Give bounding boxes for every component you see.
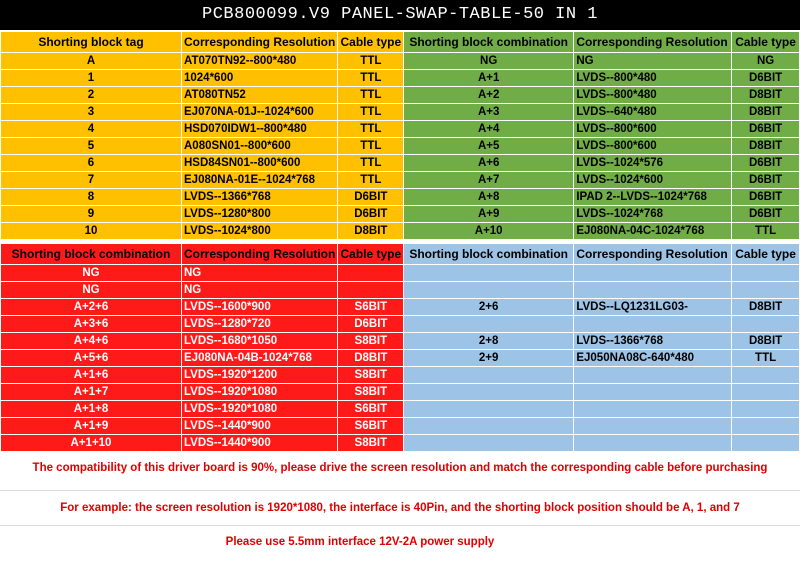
shorting-block-cell: 1 — [1, 70, 182, 87]
cable-type-cell — [732, 401, 800, 418]
table-row — [404, 367, 800, 384]
resolution-cell: IPAD 2--LVDS--1024*768 — [574, 189, 732, 206]
column-header: Cable type — [338, 32, 404, 53]
table-header-row — [1, 32, 404, 53]
cable-type-cell: TTL — [338, 104, 404, 121]
table-header-row — [404, 244, 800, 265]
resolution-cell: LVDS--800*600 — [574, 121, 732, 138]
column-header: Corresponding Resolution — [574, 32, 732, 53]
resolution-cell: LVDS--1600*900 — [182, 299, 338, 316]
cable-type-cell: TTL — [338, 87, 404, 104]
shorting-block-cell: 2+8 — [404, 333, 574, 350]
table-row — [404, 384, 800, 401]
resolution-cell: AT070TN92--800*480 — [182, 53, 338, 70]
cable-type-cell: S6BIT — [338, 418, 404, 435]
cable-type-cell: TTL — [338, 155, 404, 172]
table-row — [404, 155, 800, 172]
cable-type-cell: D8BIT — [732, 138, 800, 155]
compatibility-note: The compatibility of this driver board is 90%, please drive the screen resolution and match the corresponding cable before purchasing — [32, 462, 768, 474]
shorting-block-cell: A+2+6 — [1, 299, 182, 316]
resolution-cell: LVDS--LQ1231LG03- — [574, 299, 732, 316]
resolution-cell: LVDS--1024*768 — [574, 206, 732, 223]
cable-type-cell — [732, 265, 800, 282]
shorting-block-cell: A+1 — [404, 70, 574, 87]
cable-type-cell: D8BIT — [732, 333, 800, 350]
cable-type-cell: D6BIT — [338, 316, 404, 333]
cable-type-cell — [732, 367, 800, 384]
shorting-block-cell: A+4 — [404, 121, 574, 138]
resolution-cell — [574, 265, 732, 282]
shorting-block-cell: A+1+6 — [1, 367, 182, 384]
resolution-cell: LVDS--1280*720 — [182, 316, 338, 333]
table-row — [404, 282, 800, 299]
shorting-block-cell: A+5+6 — [1, 350, 182, 367]
table-row — [1, 282, 404, 299]
table-row — [404, 333, 800, 350]
column-header: Corresponding Resolution — [182, 32, 338, 53]
resolution-cell: LVDS--1440*900 — [182, 418, 338, 435]
shorting-block-cell: NG — [1, 282, 182, 299]
column-header: Shorting block tag — [1, 32, 182, 53]
shorting-block-cell: A+3 — [404, 104, 574, 121]
example-note: For example: the screen resolution is 1920*1080, the interface is 40Pin, and the shorting block position should be A, 1, and 7 — [60, 502, 740, 514]
resolution-cell: LVDS--1280*800 — [182, 206, 338, 223]
shorting-block-cell: 2+6 — [404, 299, 574, 316]
table-row — [1, 87, 404, 104]
cable-type-cell: NG — [732, 53, 800, 70]
column-header: Corresponding Resolution — [182, 244, 338, 265]
resolution-cell — [574, 316, 732, 333]
resolution-cell: LVDS--800*480 — [574, 87, 732, 104]
cable-type-cell: D8BIT — [338, 223, 404, 240]
shorting-block-cell: A+6 — [404, 155, 574, 172]
column-header: Cable type — [338, 244, 404, 265]
table-row — [1, 333, 404, 350]
table-row — [1, 223, 404, 240]
cable-type-cell: D6BIT — [338, 206, 404, 223]
table-row — [404, 206, 800, 223]
table-row — [1, 206, 404, 223]
table-row — [404, 401, 800, 418]
table-row — [404, 121, 800, 138]
cable-type-cell — [732, 384, 800, 401]
table-row — [1, 189, 404, 206]
cable-type-cell — [338, 265, 404, 282]
table-row — [1, 299, 404, 316]
cable-type-cell: D6BIT — [732, 189, 800, 206]
shorting-block-cell — [404, 435, 574, 452]
resolution-cell: LVDS--800*600 — [574, 138, 732, 155]
shorting-block-cell: 5 — [1, 138, 182, 155]
shorting-block-cell: 10 — [1, 223, 182, 240]
resolution-cell: LVDS--1680*1050 — [182, 333, 338, 350]
table-row — [1, 138, 404, 155]
table-row — [404, 265, 800, 282]
resolution-cell: NG — [182, 265, 338, 282]
table-row — [404, 70, 800, 87]
resolution-cell: A080SN01--800*600 — [182, 138, 338, 155]
cable-type-cell: TTL — [338, 138, 404, 155]
resolution-cell: HSD84SN01--800*600 — [182, 155, 338, 172]
shorting-block-cell: 8 — [1, 189, 182, 206]
shorting-block-cell: 2 — [1, 87, 182, 104]
table-row — [404, 172, 800, 189]
shorting-block-cell: NG — [1, 265, 182, 282]
cable-type-cell: D6BIT — [732, 172, 800, 189]
resolution-cell: EJ070NA-01J--1024*600 — [182, 104, 338, 121]
cable-type-cell: D8BIT — [338, 350, 404, 367]
table-header-row — [1, 244, 404, 265]
table-row — [1, 265, 404, 282]
resolution-cell — [574, 384, 732, 401]
shorting-block-cell: A+1+10 — [1, 435, 182, 452]
shorting-block-cell — [404, 367, 574, 384]
resolution-cell: NG — [574, 53, 732, 70]
shorting-block-combination-table-red — [0, 243, 404, 452]
cable-type-cell — [732, 418, 800, 435]
resolution-cell — [574, 401, 732, 418]
table-row — [404, 189, 800, 206]
shorting-block-cell: A+10 — [404, 223, 574, 240]
shorting-block-tag-table — [0, 31, 404, 240]
table-row — [1, 53, 404, 70]
shorting-block-cell: A+1+8 — [1, 401, 182, 418]
resolution-cell: EJ080NA-04C-1024*768 — [574, 223, 732, 240]
resolution-cell: LVDS--1920*1200 — [182, 367, 338, 384]
cable-type-cell: D8BIT — [732, 104, 800, 121]
table-row — [404, 53, 800, 70]
table-row — [1, 155, 404, 172]
shorting-block-cell: A+3+6 — [1, 316, 182, 333]
resolution-cell: NG — [182, 282, 338, 299]
shorting-block-cell: NG — [404, 53, 574, 70]
table-row — [1, 435, 404, 452]
table-row — [404, 223, 800, 240]
table-row — [404, 138, 800, 155]
table-row — [1, 316, 404, 333]
table-row — [404, 435, 800, 452]
shorting-block-cell — [404, 282, 574, 299]
cable-type-cell — [338, 282, 404, 299]
resolution-cell: EJ050NA08C-640*480 — [574, 350, 732, 367]
cable-type-cell: TTL — [338, 53, 404, 70]
cable-type-cell — [732, 316, 800, 333]
table-row — [404, 316, 800, 333]
table-row — [1, 418, 404, 435]
resolution-cell: LVDS--1366*768 — [574, 333, 732, 350]
power-note: Please use 5.5mm interface 12V-2A power supply — [225, 536, 495, 548]
note-divider — [0, 490, 800, 491]
cable-type-cell: D8BIT — [732, 87, 800, 104]
resolution-cell: LVDS--1024*800 — [182, 223, 338, 240]
column-header: Shorting block combination — [1, 244, 182, 265]
table-row — [404, 418, 800, 435]
table-row — [1, 121, 404, 138]
table-row — [1, 350, 404, 367]
shorting-block-cell: A+1+9 — [1, 418, 182, 435]
resolution-cell: LVDS--1024*576 — [574, 155, 732, 172]
shorting-block-cell: A+7 — [404, 172, 574, 189]
resolution-cell: LVDS--640*480 — [574, 104, 732, 121]
table-header-row — [404, 32, 800, 53]
resolution-cell — [574, 435, 732, 452]
cable-type-cell: D6BIT — [732, 70, 800, 87]
shorting-block-combination-table-blue — [403, 243, 800, 452]
shorting-block-cell — [404, 316, 574, 333]
shorting-block-cell: A+4+6 — [1, 333, 182, 350]
shorting-block-cell — [404, 418, 574, 435]
table-row — [1, 104, 404, 121]
table-row — [1, 401, 404, 418]
resolution-cell: EJ080NA-01E--1024*768 — [182, 172, 338, 189]
cable-type-cell: S8BIT — [338, 435, 404, 452]
resolution-cell: LVDS--1440*900 — [182, 435, 338, 452]
table-row — [1, 70, 404, 87]
cable-type-cell: TTL — [732, 350, 800, 367]
table-row — [404, 87, 800, 104]
resolution-cell: HSD070IDW1--800*480 — [182, 121, 338, 138]
table-row — [404, 350, 800, 367]
cable-type-cell: S6BIT — [338, 299, 404, 316]
table-row — [1, 367, 404, 384]
column-header: Cable type — [732, 244, 800, 265]
cable-type-cell: S8BIT — [338, 333, 404, 350]
column-header: Corresponding Resolution — [574, 244, 732, 265]
cable-type-cell: TTL — [338, 121, 404, 138]
table-row — [404, 104, 800, 121]
cable-type-cell: D6BIT — [732, 155, 800, 172]
note-divider — [0, 525, 800, 526]
shorting-block-cell — [404, 265, 574, 282]
cable-type-cell — [732, 435, 800, 452]
column-header: Cable type — [732, 32, 800, 53]
resolution-cell: LVDS--800*480 — [574, 70, 732, 87]
table-row — [404, 299, 800, 316]
shorting-block-cell: A+5 — [404, 138, 574, 155]
shorting-block-cell — [404, 384, 574, 401]
table-row — [1, 172, 404, 189]
shorting-block-cell: A+2 — [404, 87, 574, 104]
cable-type-cell: S6BIT — [338, 401, 404, 418]
column-header: Shorting block combination — [404, 244, 574, 265]
cable-type-cell: S8BIT — [338, 384, 404, 401]
resolution-cell: LVDS--1366*768 — [182, 189, 338, 206]
shorting-block-cell: 3 — [1, 104, 182, 121]
cable-type-cell: TTL — [732, 223, 800, 240]
shorting-block-cell: 7 — [1, 172, 182, 189]
shorting-block-cell: 6 — [1, 155, 182, 172]
shorting-block-cell: A+1+7 — [1, 384, 182, 401]
shorting-block-cell: 2+9 — [404, 350, 574, 367]
table-row — [1, 384, 404, 401]
resolution-cell — [574, 367, 732, 384]
cable-type-cell: D6BIT — [732, 121, 800, 138]
shorting-block-combination-table-green — [403, 31, 800, 240]
column-header: Shorting block combination — [404, 32, 574, 53]
shorting-block-cell: A+9 — [404, 206, 574, 223]
resolution-cell: 1024*600 — [182, 70, 338, 87]
shorting-block-cell: A+8 — [404, 189, 574, 206]
resolution-cell — [574, 418, 732, 435]
cable-type-cell: D8BIT — [732, 299, 800, 316]
cable-type-cell: TTL — [338, 70, 404, 87]
resolution-cell — [574, 282, 732, 299]
shorting-block-cell: A — [1, 53, 182, 70]
page-title: PCB800099.V9 PANEL-SWAP-TABLE-50 IN 1 — [0, 0, 800, 30]
cable-type-cell: S8BIT — [338, 367, 404, 384]
resolution-cell: LVDS--1920*1080 — [182, 384, 338, 401]
cable-type-cell: D6BIT — [732, 206, 800, 223]
shorting-block-cell — [404, 401, 574, 418]
cable-type-cell: TTL — [338, 172, 404, 189]
resolution-cell: AT080TN52 — [182, 87, 338, 104]
resolution-cell: EJ080NA-04B-1024*768 — [182, 350, 338, 367]
resolution-cell: LVDS--1024*600 — [574, 172, 732, 189]
cable-type-cell — [732, 282, 800, 299]
cable-type-cell: D6BIT — [338, 189, 404, 206]
shorting-block-cell: 9 — [1, 206, 182, 223]
resolution-cell: LVDS--1920*1080 — [182, 401, 338, 418]
shorting-block-cell: 4 — [1, 121, 182, 138]
